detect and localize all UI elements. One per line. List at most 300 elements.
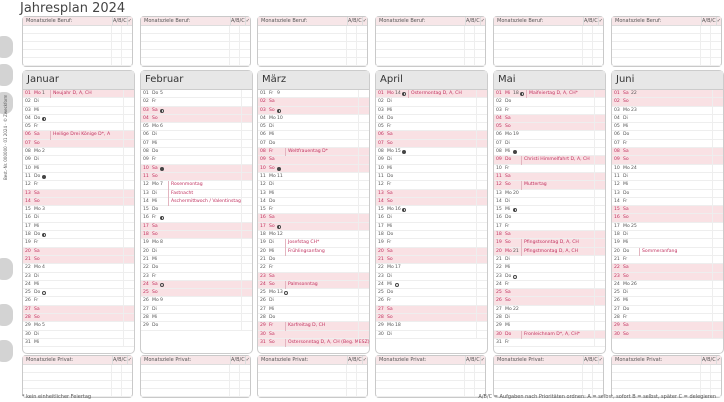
day-row[interactable] (612, 123, 723, 131)
weekday: Sa (34, 132, 40, 138)
check-cell (241, 206, 252, 213)
day-row[interactable] (376, 165, 487, 173)
day-row[interactable] (494, 322, 605, 330)
weekday: Fr (387, 240, 392, 246)
day-number: 22 (143, 265, 149, 271)
day-row[interactable] (494, 223, 605, 231)
day-row[interactable] (258, 281, 369, 289)
day-row[interactable] (23, 281, 134, 289)
day-row[interactable] (612, 239, 723, 247)
day-row[interactable] (494, 264, 605, 272)
day-row[interactable] (258, 273, 369, 281)
day-row[interactable] (23, 239, 134, 247)
day-row[interactable] (258, 131, 369, 139)
month-panel-mai (493, 70, 606, 354)
day-row[interactable] (23, 206, 134, 214)
day-row[interactable] (141, 248, 252, 256)
day-row[interactable] (258, 264, 369, 272)
day-row[interactable] (376, 90, 487, 98)
checkmark-icon: ✓ (362, 18, 367, 24)
day-number: 14 (260, 198, 266, 204)
weekday: Mi (387, 281, 393, 287)
day-number: 04 (25, 115, 31, 121)
day-row[interactable] (494, 214, 605, 222)
check-cell (123, 123, 134, 130)
check-cell (712, 198, 723, 205)
check-cell (594, 214, 605, 221)
day-row[interactable] (258, 248, 369, 256)
check-cell (476, 331, 487, 338)
day-row[interactable] (141, 306, 252, 314)
day-number: 28 (614, 315, 620, 321)
day-row[interactable] (258, 314, 369, 322)
day-row[interactable] (494, 306, 605, 314)
day-number: 03 (614, 107, 620, 113)
day-row[interactable] (612, 289, 723, 297)
day-row[interactable] (23, 190, 134, 198)
goal-box-work[interactable] (22, 16, 133, 67)
day-row[interactable] (141, 322, 252, 330)
moon-phase-icon (402, 150, 406, 154)
day-row[interactable] (494, 256, 605, 264)
day-row[interactable] (23, 90, 134, 98)
day-number: 06 (25, 132, 31, 138)
holiday-label: Rosenmontag (168, 181, 203, 189)
weekday: Fr (34, 124, 39, 130)
day-row[interactable] (141, 181, 252, 189)
day-row[interactable] (23, 306, 134, 314)
day-row[interactable] (258, 165, 369, 173)
weekday: Mi (34, 107, 40, 113)
weekday: So (152, 290, 158, 296)
day-row[interactable] (141, 239, 252, 247)
weekday: So (269, 281, 275, 287)
goal-box-work[interactable] (493, 16, 604, 67)
day-number: 19 (25, 240, 31, 246)
weekday: Do (152, 323, 159, 329)
day-number: 15 (378, 207, 384, 213)
day-row[interactable] (376, 248, 487, 256)
day-row[interactable] (376, 131, 487, 139)
day-row[interactable] (494, 297, 605, 305)
check-cell (476, 322, 487, 329)
day-row[interactable] (376, 223, 487, 231)
day-row[interactable] (494, 331, 605, 339)
goal-box-private[interactable] (257, 355, 368, 398)
day-number: 11 (378, 173, 384, 179)
checkmark-icon: ✓ (245, 357, 250, 363)
goal-box-work[interactable] (611, 16, 722, 67)
check-cell (712, 314, 723, 321)
check-cell (712, 156, 723, 163)
day-row[interactable] (612, 156, 723, 164)
day-row[interactable] (612, 273, 723, 281)
day-row[interactable] (612, 256, 723, 264)
day-row[interactable] (494, 148, 605, 156)
day-number: 12 (143, 182, 149, 188)
day-number: 12 (260, 182, 266, 188)
day-row[interactable] (141, 281, 252, 289)
day-row[interactable] (258, 331, 369, 339)
goal-box-private[interactable] (375, 355, 486, 398)
weekday: Do (152, 91, 159, 96)
day-row[interactable] (494, 198, 605, 206)
day-row[interactable] (612, 214, 723, 222)
day-row[interactable] (141, 131, 252, 139)
day-number: 07 (260, 140, 266, 146)
day-row[interactable] (376, 148, 487, 156)
day-row[interactable] (376, 264, 487, 272)
checkmark-icon: ✓ (716, 357, 721, 363)
weekday: Mi (152, 140, 158, 146)
day-row[interactable] (376, 140, 487, 148)
check-cell (594, 256, 605, 263)
day-row[interactable] (376, 306, 487, 314)
day-row[interactable] (612, 181, 723, 189)
goal-box-work[interactable] (375, 16, 486, 67)
day-row[interactable] (494, 181, 605, 189)
day-row[interactable] (612, 140, 723, 148)
day-row[interactable] (23, 123, 134, 131)
day-row[interactable] (258, 173, 369, 181)
day-row[interactable] (258, 223, 369, 231)
day-row[interactable] (258, 140, 369, 148)
day-row[interactable] (258, 123, 369, 131)
day-row[interactable] (23, 256, 134, 264)
day-row[interactable] (258, 190, 369, 198)
day-row[interactable] (258, 306, 369, 314)
day-row[interactable] (612, 198, 723, 206)
check-cell (358, 273, 369, 280)
day-row[interactable] (258, 297, 369, 305)
day-row[interactable] (612, 264, 723, 272)
check-cell (123, 239, 134, 246)
day-row[interactable] (494, 289, 605, 297)
day-number: 25 (614, 290, 620, 296)
day-number: 20 (143, 248, 149, 254)
weekday: Di (623, 290, 628, 296)
day-number: 20 (496, 248, 502, 254)
goal-box-private[interactable] (611, 355, 722, 398)
day-row[interactable] (612, 322, 723, 330)
day-row[interactable] (494, 140, 605, 148)
day-number: 29 (496, 323, 502, 329)
day-number: 27 (496, 306, 502, 312)
day-row[interactable] (258, 198, 369, 206)
goal-box-private[interactable] (493, 355, 604, 398)
day-row[interactable] (376, 98, 487, 106)
day-row[interactable] (23, 331, 134, 339)
day-number: 06 (260, 132, 266, 138)
weekday: So (505, 240, 511, 246)
day-row[interactable] (376, 206, 487, 214)
day-row[interactable] (141, 273, 252, 281)
day-row[interactable] (141, 156, 252, 164)
day-row[interactable] (141, 206, 252, 214)
day-row[interactable] (258, 98, 369, 106)
day-row[interactable] (141, 231, 252, 239)
day-row[interactable] (258, 256, 369, 264)
weekday: Mi (152, 256, 158, 262)
day-row[interactable] (23, 148, 134, 156)
check-cell (241, 248, 252, 255)
day-row[interactable] (23, 214, 134, 222)
day-row[interactable] (23, 322, 134, 330)
priority-flag: A/B/C (702, 18, 716, 24)
moon-phase-icon (42, 117, 46, 121)
day-row[interactable] (494, 115, 605, 123)
goal-box-work[interactable] (140, 16, 251, 67)
day-row[interactable] (376, 107, 487, 115)
day-row[interactable] (612, 281, 723, 289)
day-row[interactable] (141, 98, 252, 106)
day-row[interactable] (23, 314, 134, 322)
day-row[interactable] (494, 98, 605, 106)
day-row[interactable] (612, 297, 723, 305)
day-row[interactable] (494, 90, 605, 98)
day-row[interactable] (494, 165, 605, 173)
day-number: 28 (143, 315, 149, 321)
weekday: So (34, 198, 40, 204)
check-cell (712, 190, 723, 197)
day-number: 16 (496, 215, 502, 221)
day-row[interactable] (376, 273, 487, 281)
day-number: 19 (143, 240, 149, 246)
day-row[interactable] (23, 173, 134, 181)
weekday: Mi (387, 223, 393, 229)
weekday: Di (387, 215, 392, 221)
day-row[interactable] (376, 239, 487, 247)
day-number: 25 (25, 290, 31, 296)
day-row[interactable] (376, 281, 487, 289)
day-number: 06 (496, 132, 502, 138)
day-row[interactable] (494, 314, 605, 322)
day-row[interactable] (494, 239, 605, 247)
day-row[interactable] (376, 214, 487, 222)
day-row[interactable] (141, 115, 252, 123)
day-row[interactable] (612, 165, 723, 173)
weekday: Fr (152, 157, 157, 163)
day-row[interactable] (258, 231, 369, 239)
day-row[interactable] (612, 206, 723, 214)
day-row[interactable] (141, 90, 252, 98)
day-row[interactable] (141, 264, 252, 272)
day-row[interactable] (494, 231, 605, 239)
day-row[interactable] (23, 140, 134, 148)
day-row[interactable] (23, 198, 134, 206)
day-row[interactable] (23, 289, 134, 297)
day-row[interactable] (258, 206, 369, 214)
moon-phase-icon (160, 216, 164, 220)
day-number: 28 (260, 315, 266, 321)
day-row[interactable] (494, 248, 605, 256)
day-row[interactable] (141, 190, 252, 198)
goal-box-label: Monatsziele Beruf: A/B/C ✓ (494, 17, 603, 26)
day-row[interactable] (494, 206, 605, 214)
day-row[interactable] (376, 156, 487, 164)
check-cell (594, 173, 605, 180)
weekday: Do (387, 290, 394, 296)
weekday: So (505, 182, 511, 188)
weekday: Sa (623, 149, 629, 155)
weekday: Di (34, 99, 39, 105)
day-row[interactable] (23, 264, 134, 272)
day-row[interactable] (376, 314, 487, 322)
goal-box-private[interactable] (22, 355, 133, 398)
day-number: 05 (260, 124, 266, 130)
weekday: Mo (387, 323, 394, 329)
day-row[interactable] (612, 231, 723, 239)
weekday: So (623, 331, 629, 337)
day-number: 01 (25, 91, 31, 96)
check-cell (123, 289, 134, 296)
day-row[interactable] (23, 98, 134, 106)
day-row[interactable] (23, 273, 134, 281)
check-cell (594, 131, 605, 138)
weekday: Fr (269, 207, 274, 213)
day-number: 17 (378, 223, 384, 229)
day-row[interactable] (258, 289, 369, 297)
day-row[interactable] (612, 190, 723, 198)
day-row[interactable] (376, 198, 487, 206)
priority-flag: A/B/C (466, 357, 480, 363)
check-cell (476, 248, 487, 255)
day-row[interactable] (494, 339, 605, 347)
day-row[interactable] (258, 214, 369, 222)
week-number: 1 (42, 91, 45, 96)
day-row[interactable] (258, 148, 369, 156)
weekday: Di (387, 273, 392, 279)
day-row[interactable] (23, 115, 134, 123)
day-row[interactable] (23, 339, 134, 347)
weekday: Mi (623, 182, 629, 188)
day-number: 14 (496, 198, 502, 204)
goal-box-work[interactable] (257, 16, 368, 67)
day-row[interactable] (258, 156, 369, 164)
day-row[interactable] (141, 297, 252, 305)
day-row[interactable] (612, 115, 723, 123)
day-row[interactable] (23, 156, 134, 164)
day-row[interactable] (258, 107, 369, 115)
check-cell (358, 98, 369, 105)
check-cell (241, 131, 252, 138)
day-row[interactable] (612, 98, 723, 106)
day-row[interactable] (612, 173, 723, 181)
day-row[interactable] (23, 181, 134, 189)
day-number: 05 (378, 124, 384, 130)
day-row[interactable] (494, 123, 605, 131)
weekday: Di (269, 124, 274, 130)
day-row[interactable] (141, 289, 252, 297)
day-row[interactable] (23, 223, 134, 231)
weekday: So (387, 315, 393, 321)
day-row[interactable] (612, 223, 723, 231)
day-row[interactable] (141, 165, 252, 173)
day-row[interactable] (141, 173, 252, 181)
day-row[interactable] (23, 107, 134, 115)
day-row[interactable] (141, 223, 252, 231)
day-row[interactable] (494, 173, 605, 181)
day-row[interactable] (612, 90, 723, 98)
day-row[interactable] (141, 148, 252, 156)
day-row[interactable] (141, 140, 252, 148)
day-row[interactable] (376, 289, 487, 297)
day-row[interactable] (494, 190, 605, 198)
weekday: Sa (387, 306, 393, 312)
moon-phase-icon (284, 291, 288, 295)
day-row[interactable] (376, 297, 487, 305)
day-row[interactable] (612, 107, 723, 115)
day-row[interactable] (612, 248, 723, 256)
day-row[interactable] (376, 322, 487, 330)
day-row[interactable] (494, 273, 605, 281)
day-row[interactable] (141, 314, 252, 322)
day-row[interactable] (23, 165, 134, 173)
day-row[interactable] (494, 281, 605, 289)
day-number: 09 (378, 157, 384, 163)
check-cell (712, 131, 723, 138)
check-cell (476, 297, 487, 304)
day-row[interactable] (612, 331, 723, 339)
day-row[interactable] (23, 297, 134, 305)
day-row[interactable] (612, 131, 723, 139)
day-row[interactable] (376, 331, 487, 339)
day-row[interactable] (376, 231, 487, 239)
holiday-label: Pfingstsonntag D, A, CH (521, 239, 579, 247)
day-row[interactable] (23, 131, 134, 139)
day-number: 26 (143, 298, 149, 304)
day-number: 31 (260, 339, 266, 345)
check-cell (123, 314, 134, 321)
day-row[interactable] (494, 131, 605, 139)
day-row[interactable] (258, 90, 369, 98)
day-row[interactable] (612, 306, 723, 314)
week-number: 26 (631, 281, 637, 287)
day-row[interactable] (612, 148, 723, 156)
day-row[interactable] (141, 214, 252, 222)
day-row[interactable] (258, 239, 369, 247)
priority-flag: A/B/C (584, 18, 598, 24)
day-row[interactable] (23, 248, 134, 256)
day-row[interactable] (376, 256, 487, 264)
day-number: 22 (260, 265, 266, 271)
day-row[interactable] (494, 156, 605, 164)
day-row[interactable] (494, 107, 605, 115)
day-number: 12 (25, 182, 31, 188)
check-cell (712, 140, 723, 147)
goal-box-private[interactable] (140, 355, 251, 398)
day-row[interactable] (141, 256, 252, 264)
check-cell (476, 223, 487, 230)
day-row[interactable] (258, 181, 369, 189)
day-row[interactable] (376, 190, 487, 198)
day-row[interactable] (376, 123, 487, 131)
day-row[interactable] (376, 115, 487, 123)
day-row[interactable] (258, 115, 369, 123)
day-number: 05 (614, 124, 620, 130)
day-row[interactable] (258, 322, 369, 330)
day-row[interactable] (376, 181, 487, 189)
check-cell (594, 297, 605, 304)
day-row[interactable] (23, 231, 134, 239)
day-row[interactable] (141, 198, 252, 206)
day-row[interactable] (612, 314, 723, 322)
day-row[interactable] (141, 123, 252, 131)
day-row[interactable] (376, 173, 487, 181)
day-row[interactable] (141, 107, 252, 115)
day-row[interactable] (258, 339, 369, 347)
day-number: 25 (378, 290, 384, 296)
